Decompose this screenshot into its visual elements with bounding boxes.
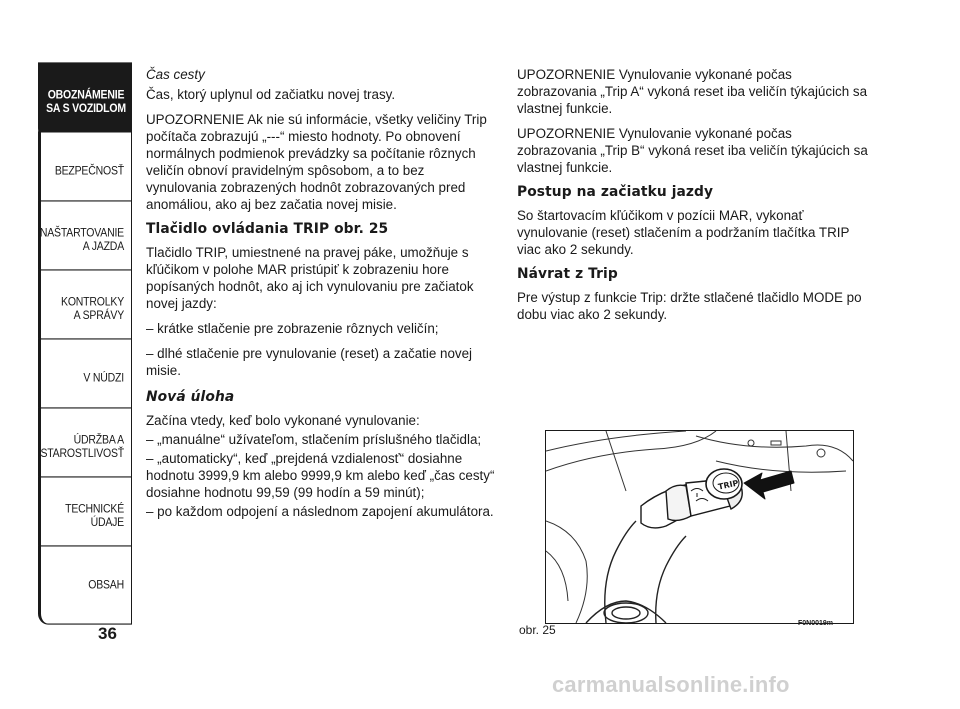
figure-trip-stalk xyxy=(545,430,854,624)
return-heading: Návrat z Trip xyxy=(517,266,618,282)
trip-button-heading: Tlačidlo ovládania TRIP obr. 25 xyxy=(146,221,389,237)
warning-trip-b: UPOZORNENIE Vynulovanie vykonané počas zobrazovania „Trip B“ vykoná reset iba veličín týkajúcich sa vlastnej funkcie. xyxy=(517,126,868,175)
nova-uloha-item-manual: – „manuálne“ užívateľom, stlačením príslušného tlačidla; xyxy=(146,432,482,447)
trip-stalk-illustration xyxy=(546,431,853,623)
warning-trip-a: UPOZORNENIE Vynulovanie vykonané počas zobrazovania „Trip A“ vykoná reset iba veličín týkajúcich sa vlastnej funkcie. xyxy=(517,67,868,116)
tab-oboznamenie[interactable]: OBOZNÁMENIE SA S VOZIDLOM xyxy=(38,62,132,141)
cas-cesty-title: Čas cesty xyxy=(146,67,205,82)
watermark: carmanualsonline.info xyxy=(552,672,790,697)
tab-udrzba[interactable]: ÚDRŽBA A STAROSTLIVOSŤ xyxy=(38,407,132,486)
return-text: Pre výstup z funkcie Trip: držte stlačené tlačidlo MODE po dobu viac ako 2 sekundy. xyxy=(517,290,862,322)
nova-uloha-item-auto: – „automaticky“, keď „prejdená vzdialenosť“ dosiahne hodnotu 3999,9 km alebo 9999,9 km alebo keď „čas cesty“ dosiahne hodnotu 99,59 (99 hodín a 59 minút); xyxy=(146,451,495,500)
nova-uloha-text: Začína vtedy, keď bolo vykonané vynulovanie: xyxy=(146,413,420,428)
figure-caption: obr. 25 xyxy=(519,623,556,637)
trip-list-item-short: – krátke stlačenie pre zobrazenie rôznych veličín; xyxy=(146,321,439,336)
start-heading: Postup na začiatku jazdy xyxy=(517,184,714,200)
tab-bezpecnost[interactable]: BEZPEČNOSŤ xyxy=(38,131,132,210)
figure-code: F0N0019m xyxy=(798,620,834,627)
nova-uloha-item-battery: – po každom odpojení a následnom zapojení akumulátora. xyxy=(146,504,494,519)
nova-uloha-heading: Nová úloha xyxy=(146,389,235,405)
page-number: 36 xyxy=(98,624,117,643)
trip-button-graphic xyxy=(706,469,742,499)
cas-cesty-text: Čas, ktorý uplynul od začiatku novej trasy. xyxy=(146,87,396,102)
tab-obsah[interactable]: OBSAH xyxy=(38,545,132,624)
pointer-arrow-icon xyxy=(744,471,794,499)
start-text: So štartovacím kľúčikom v pozícii MAR, vykonať vynulovanie (reset) stlačením a podržaním tlačítka TRIP viac ako 2 sekundy. xyxy=(517,208,850,257)
tab-kontrolky[interactable]: KONTROLKY A SPRÁVY xyxy=(38,269,132,348)
trip-button-label: TRIP xyxy=(717,478,740,492)
trip-list-item-long: – dlhé stlačenie pre vynulovanie (reset) a začatie novej misie. xyxy=(146,346,473,378)
tab-nastartovanie[interactable]: NAŠTARTOVANIE A JAZDA xyxy=(38,200,132,279)
left-column xyxy=(146,66,496,522)
tab-v-nudzi[interactable]: V NÚDZI xyxy=(38,338,132,417)
warning-paragraph: UPOZORNENIE Ak nie sú informácie, všetky veličiny Trip počítača zobrazujú „---“ miesto hodnoty. Po obnovení normálnych podmienok prevádzky sa počítanie rôznych veličín obnoví pravidelným spôsobom, a to bez vynulovania zobrazených hodnôt zobrazovaných pred anomáliou, ako aj bez začatia novej misie. xyxy=(146,112,487,212)
right-column xyxy=(517,66,869,331)
tab-technicke-udaje[interactable]: TECHNICKÉ ÚDAJE xyxy=(38,476,132,555)
trip-button-text: Tlačidlo TRIP, umiestnené na pravej páke, umožňuje s kľúčikom v polohe MAR pristúpiť k zobrazeniu hore popísaných hodnôt, ako aj ich vynulovaniu pre začiatok novej jazdy: xyxy=(146,245,474,311)
